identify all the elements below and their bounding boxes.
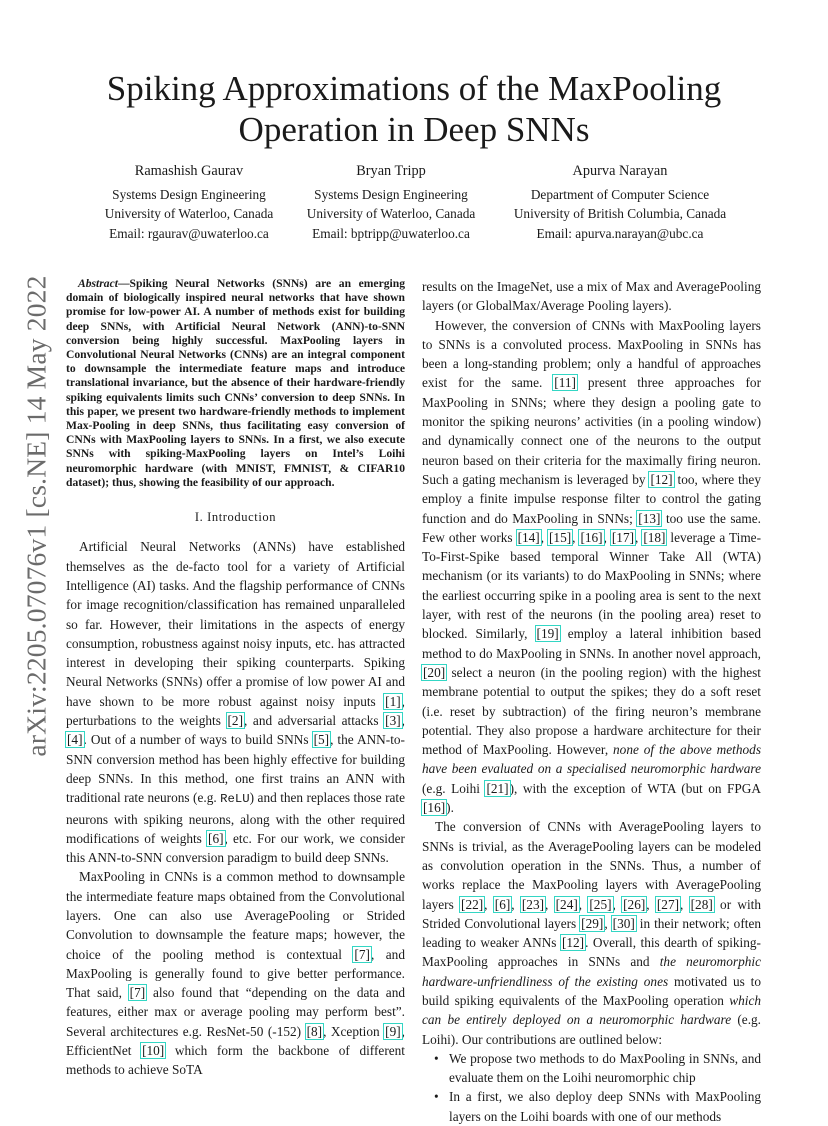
author-affiliation: University of Waterloo, Canada <box>306 206 476 222</box>
citation-link[interactable]: [29] <box>581 915 604 931</box>
citation-link[interactable]: [7] <box>354 946 370 962</box>
intro-paragraph-2: MaxPooling in CNNs is a common method to downsample the intermediate feature maps obtained from the Convolutional layers. One can also use AveragePooling or Strided Convolution to downsample the feature maps; however, the choice of the pooling method is contextual [7], and MaxPooling is generally found to give better performance. That said, [7] also found that “depending on the data and features, either max or average pooling may perform best”. Several architectures e.g. ResNet-50 (-152) [8], Xception [9], EfficientNet [10] which form the backbone of different methods to achieve SoTA <box>66 869 405 1078</box>
citation-link[interactable]: [1] <box>385 693 401 709</box>
citation-link[interactable]: [12] <box>650 471 673 487</box>
citation-link[interactable]: [7] <box>129 985 146 1001</box>
citation-link[interactable]: [6] <box>208 830 224 846</box>
paper-title: Spiking Approximations of the MaxPooling Operation in Deep SNNs <box>106 69 722 149</box>
citation-link[interactable]: [10] <box>142 1043 165 1059</box>
arxiv-identifier: arXiv:2205.07076v1 [cs.NE] 14 May 2022 <box>21 275 52 757</box>
section-heading-introduction: I. Introduction <box>194 510 277 525</box>
contributions-list <box>422 1049 761 1126</box>
citation-link[interactable]: [22] <box>461 896 484 912</box>
author-department: Department of Computer Science <box>530 186 710 202</box>
citation-link[interactable]: [16] <box>423 800 446 816</box>
list-item: • In a first, we also deploy deep SNNs with MaxPooling layers on the Loihi boards with one of our methods <box>434 1087 761 1126</box>
author-3 <box>514 162 726 243</box>
abstract-text: —Spiking Neural Networks (SNNs) are an emerging domain of biologically inspired neural networks that have shown promise for low-power AI. A number of methods exist for building deep SNNs, with Artificial Neural Network (ANN)-to-SNN conversion being highly successful. MaxPooling layers in Convolutional Neural Networks (CNNs) are an integral component to downsample the intermediate feature maps and introduce translational invariance, but the absence of their hardware-friendly spiking equivalents limits such CNNs’ conversion to deep SNNs. In this paper, we present two hardware-friendly methods to implement Max-Pooling in deep SNNs, thus facilitating easy conversion of CNNs with MaxPooling layers to SNNs. In a first, we also execute SNNs with spiking-MaxPooling layers on Intel’s Loihi neuromorphic hardware (with MNIST, FMNIST, & CIFAR10 dataset); thus, showing the feasibility of our approach. <box>66 277 405 489</box>
citation-link[interactable]: [13] <box>638 510 661 526</box>
author-department: Systems Design Engineering <box>314 186 468 202</box>
author-name: Ramashish Gaurav <box>134 163 244 179</box>
citation-link[interactable]: [23] <box>521 896 545 912</box>
citation-link[interactable]: [30] <box>612 915 635 931</box>
author-email: Email: apurva.narayan@ubc.ca <box>536 225 704 241</box>
author-email: Email: bptripp@uwaterloo.ca <box>312 225 470 241</box>
right-column <box>422 277 761 1126</box>
citation-link[interactable]: [25] <box>589 896 612 912</box>
author-2 <box>307 162 476 243</box>
citation-link[interactable]: [28] <box>690 896 713 912</box>
intro-paragraph-3: results on the ImageNet, use a mix of Max and AveragePooling layers (or GlobalMax/Average Pooling layers). <box>422 279 761 314</box>
left-column <box>66 277 405 1080</box>
citation-link[interactable]: [26] <box>623 896 646 912</box>
citation-link[interactable]: [9] <box>385 1023 401 1039</box>
citation-link[interactable]: [2] <box>227 713 244 729</box>
citation-link[interactable]: [11] <box>554 375 576 391</box>
intro-paragraph-1: Artificial Neural Networks (ANNs) have established themselves as the de-facto tool for a variety of Artificial Intelligence (AI) tasks. And the flagship performance of CNNs for image recognition/classification has remained unparalleled so far. However, their limitations in the aspects of energy consumption, robustness against noisy inputs, etc. has attracted interest in developing their spiking counterparts. Spiking Neural Networks (SNNs) offer a promise of low power AI and have shown to be more robust against noisy inputs [1], perturbations to the weights [2], and adversarial attacks [3], [4]. Out of a number of ways to build SNNs [5], the ANN-to-SNN conversion method has been highly effective for building deep SNNs. In this method, one first trains an ANN with traditional rate neurons (e.g. ReLU) and then replaces those rate neurons with spiking neurons, along with the other required modifications of weights [6], etc. For our work, we consider this ANN-to-SNN conversion paradigm to build deep SNNs. <box>66 539 405 866</box>
citation-link[interactable]: [17] <box>611 529 635 545</box>
citation-link[interactable]: [24] <box>555 896 578 912</box>
citation-link[interactable]: [3] <box>385 713 401 729</box>
intro-paragraph-5: The conversion of CNNs with AveragePooling layers to SNNs is trivial, as the AveragePooling layers can be modeled as convolution operation in the SNNs. Thus, a number of works replace the MaxPooling layers with AveragePooling layers [22], [6], [23], [24], [25], [26], [27], [28] or with Strided Convolutional layers [29], [30] in their network; often leading to weaker ANNs [12]. Overall, this dearth of spiking-MaxPooling approaches in SNNs and the neuromorphic hardware-unfriendliness of the existing ones motivated us to build spiking equivalents of the MaxPooling operation which can be entirely deployed on a neuromorphic hardware (e.g. Loihi). Our contributions are outlined below: <box>422 819 762 1047</box>
author-name: Apurva Narayan <box>572 163 668 179</box>
citation-link[interactable]: [12] <box>561 935 585 951</box>
author-1 <box>105 162 274 243</box>
author-affiliation: University of British Columbia, Canada <box>513 206 727 222</box>
author-department: Systems Design Engineering <box>112 186 266 202</box>
intro-paragraph-4: However, the conversion of CNNs with MaxPooling layers to SNNs is a convoluted process. MaxPooling in SNNs has been a long-standing problem; only a handful of approaches exist for the same. [11] present three approaches for MaxPooling in SNNs; where they design a pooling gate to monitor the spiking neurons’ activities (in a pooling window) and dynamically connect one of the neurons to the output neuron based on their criteria for the maximally firing neuron. Such a gating mechanism is leveraged by [12] too, where they employ a finite impulse response filter to control the gating function and do MaxPooling in SNNs; [13] too use the same. Few other works [14], [15], [16], [17], [18] leverage a Time-To-First-Spike based temporal Winner Take All (WTA) mechanism (or its variants) to do MaxPooling in SNNs; where the earliest occurring spike in a pooling area is sent to the next layer, with rest of the neurons (in the pooling area) reset to blocked. Similarly, [19] employ a lateral inhibition based method to do MaxPooling in SNNs. In another novel approach, [20] select a neuron (in the pooling region) with the highest membrane potential to output the spikes; they do a soft reset (i.e. reset by subtraction) of the firing neuron’s membrane potential. They also propose a hardware architecture for their method of MaxPooling. However, none of the above methods have been evaluated on a specialised neuromorphic hardware (e.g. Loihi [21]), with the exception of WTA (but on FPGA [16]). <box>422 317 762 816</box>
arxiv-sidebar <box>22 270 52 762</box>
citation-link[interactable]: [14] <box>517 529 540 545</box>
author-affiliation: University of Waterloo, Canada <box>104 206 274 222</box>
abstract-label: Abstract <box>78 277 118 290</box>
citation-link[interactable]: [8] <box>306 1023 323 1039</box>
citation-link[interactable]: [19] <box>536 626 559 642</box>
list-item: • We propose two methods to do MaxPooling in SNNs, and evaluate them on the Loihi neuromorphic chip <box>434 1049 761 1088</box>
abstract <box>66 277 405 490</box>
citation-link[interactable]: [4] <box>67 732 83 748</box>
citation-link[interactable]: [15] <box>549 529 572 545</box>
citation-link[interactable]: [21] <box>486 780 509 796</box>
author-name: Bryan Tripp <box>356 163 426 179</box>
citation-link[interactable]: [18] <box>643 529 666 545</box>
citation-link[interactable]: [5] <box>313 732 330 748</box>
citation-link[interactable]: [16] <box>580 529 603 545</box>
relu-code: ReLU <box>220 792 250 807</box>
citation-link[interactable]: [27] <box>656 896 680 912</box>
author-email: Email: rgaurav@uwaterloo.ca <box>109 225 269 241</box>
citation-link[interactable]: [6] <box>494 896 511 912</box>
citation-link[interactable]: [20] <box>423 664 446 680</box>
